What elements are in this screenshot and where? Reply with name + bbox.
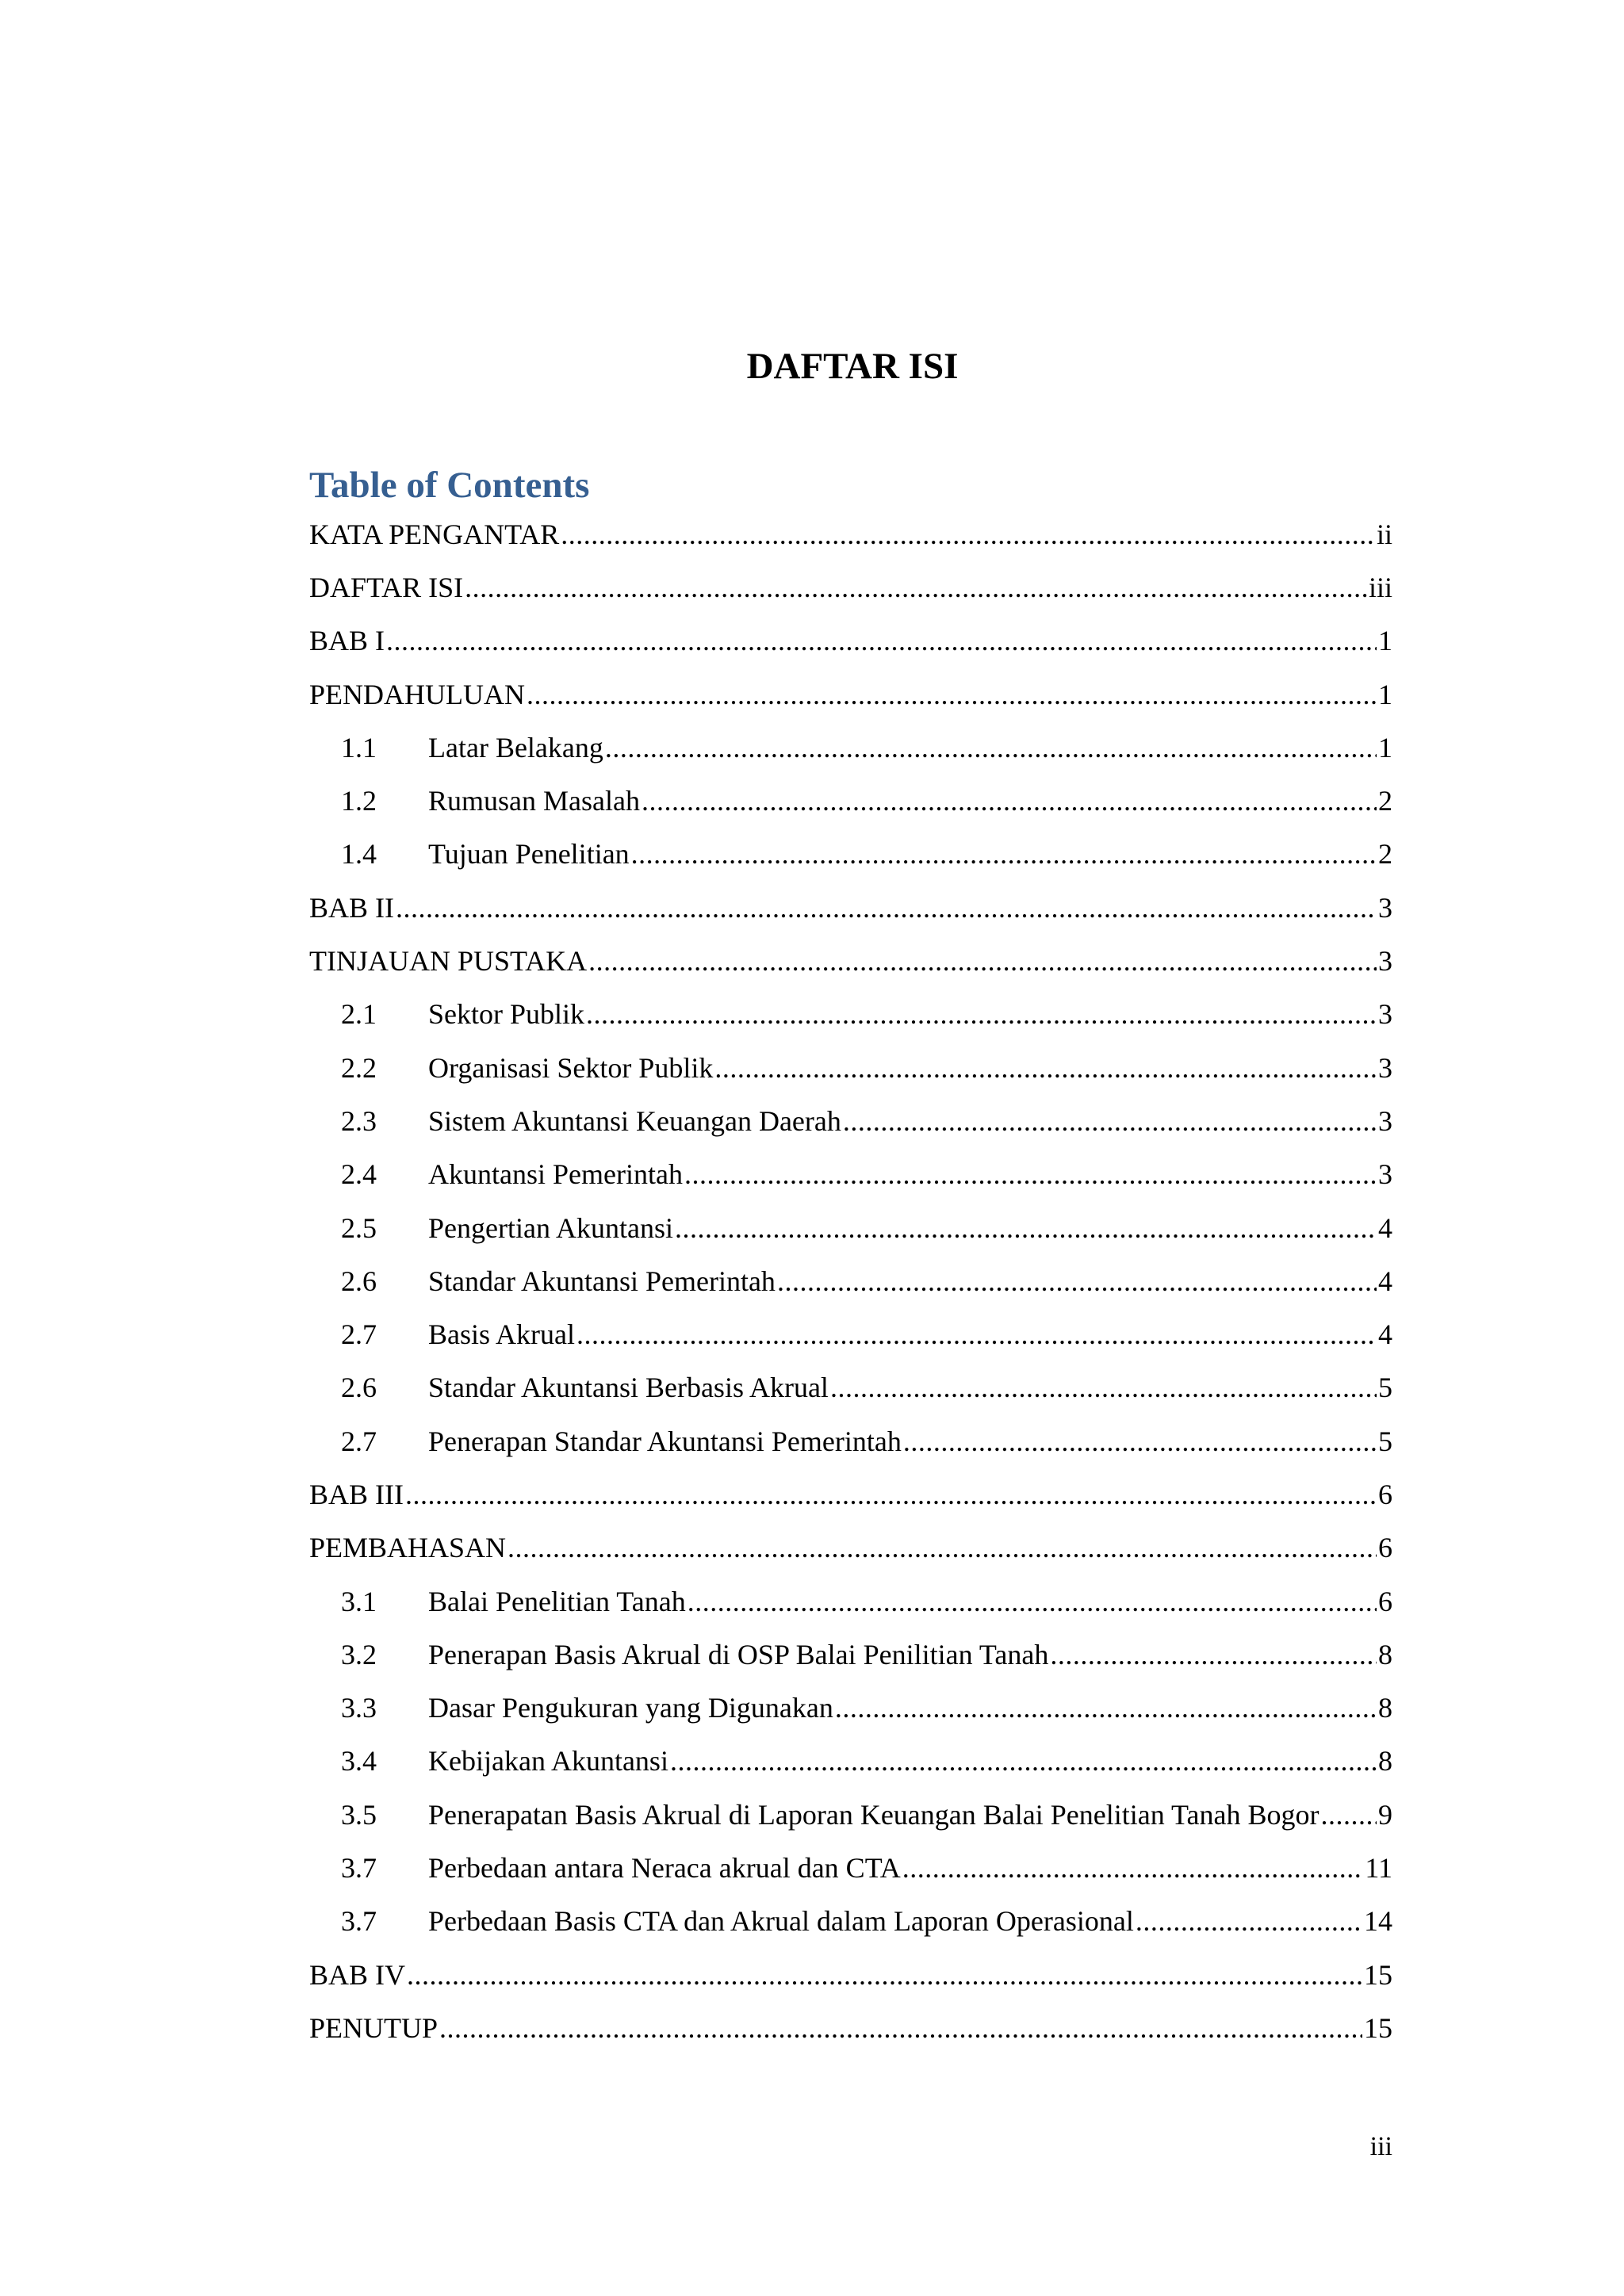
toc-dot-leader — [396, 891, 1377, 924]
toc-entry[interactable] — [309, 1521, 1392, 1575]
toc-dot-leader — [670, 1744, 1377, 1777]
toc-entry-number: 2.6 — [341, 1265, 377, 1297]
toc-entry-label: Latar Belakang — [428, 731, 603, 763]
toc-entry-number: 1.2 — [341, 785, 377, 817]
toc-entry-number: 1.4 — [341, 838, 377, 871]
toc-entry[interactable] — [309, 668, 1392, 721]
toc-entry[interactable] — [309, 1841, 1392, 1894]
toc-entry-page: 3 — [1378, 945, 1392, 978]
toc-entry-page: 8 — [1378, 1745, 1392, 1777]
toc-entry-label: Standar Akuntansi Pemerintah — [428, 1265, 776, 1297]
toc-entry-number: 3.4 — [341, 1745, 377, 1777]
toc-dot-leader — [675, 1211, 1377, 1245]
toc-entry-number: 3.3 — [341, 1692, 377, 1724]
toc-entry[interactable] — [309, 1788, 1392, 1841]
toc-entry-number: 1.1 — [341, 731, 377, 763]
toc-entry-label: Standar Akuntansi Berbasis Akrual — [428, 1372, 829, 1404]
toc-entry-page: 3 — [1378, 1158, 1392, 1191]
toc-entry-page: 5 — [1378, 1425, 1392, 1457]
toc-entry-page: 1 — [1378, 625, 1392, 657]
toc-entry[interactable] — [309, 614, 1392, 668]
toc-dot-leader — [1050, 1638, 1377, 1671]
toc-dot-leader — [588, 944, 1377, 978]
toc-entry-label: PEMBAHASAN — [309, 1532, 507, 1564]
toc-dot-leader — [605, 731, 1377, 764]
toc-entry-page: iii — [1368, 571, 1392, 603]
toc-entry[interactable] — [309, 1414, 1392, 1468]
toc-dot-leader — [642, 784, 1377, 817]
toc-dot-leader — [386, 624, 1377, 657]
toc-entry-page: 6 — [1378, 1585, 1392, 1617]
toc-entry-label: Organisasi Sektor Publik — [428, 1051, 714, 1084]
toc-entry-label: Basis Akrual — [428, 1318, 575, 1351]
toc-entry-page: 9 — [1378, 1798, 1392, 1831]
toc-entry-label: Sistem Akuntansi Keuangan Daerah — [428, 1104, 841, 1137]
toc-entry-label: TINJAUAN PUSTAKA — [309, 945, 588, 978]
toc-entry-label: Perbedaan antara Neraca akrual dan CTA — [428, 1852, 901, 1885]
toc-dot-leader — [631, 837, 1377, 871]
toc-dot-leader — [527, 678, 1377, 711]
toc-entry-label: Penerapan Basis Akrual di OSP Balai Penilitian Tanah — [428, 1638, 1049, 1670]
toc-dot-leader — [843, 1104, 1377, 1138]
toc-dot-leader — [1136, 1904, 1362, 1938]
toc-dot-leader — [688, 1585, 1377, 1618]
toc-entry-page: 8 — [1378, 1638, 1392, 1670]
toc-entry-page: 1 — [1378, 678, 1392, 710]
toc-entry-label: Dasar Pengukuran yang Digunakan — [428, 1692, 833, 1724]
toc-entry-page: 3 — [1378, 1051, 1392, 1084]
table-of-contents — [309, 507, 1392, 2055]
toc-entry-label: Balai Penelitian Tanah — [428, 1585, 686, 1617]
toc-entry-page: 15 — [1364, 1958, 1392, 1991]
toc-entry-label: BAB I — [309, 625, 385, 657]
toc-entry-page: 4 — [1378, 1318, 1392, 1351]
toc-entry-label: BAB III — [309, 1478, 404, 1510]
toc-entry[interactable] — [309, 1254, 1392, 1307]
toc-entry-page: 3 — [1378, 891, 1392, 924]
toc-entry-label: Sektor Publik — [428, 998, 585, 1031]
toc-entry[interactable] — [309, 1682, 1392, 1735]
toc-entry-number: 3.1 — [341, 1585, 377, 1617]
toc-entry[interactable] — [309, 1948, 1392, 2001]
toc-entry-label: KATA PENGANTAR — [309, 518, 560, 550]
toc-entry-page: ii — [1376, 518, 1392, 550]
toc-entry[interactable] — [309, 881, 1392, 934]
toc-entry-page: 8 — [1378, 1692, 1392, 1724]
toc-entry-label: Pengertian Akuntansi — [428, 1211, 673, 1244]
toc-entry-page: 6 — [1378, 1532, 1392, 1564]
toc-entry-page: 2 — [1378, 838, 1392, 871]
toc-entry-page: 1 — [1378, 731, 1392, 763]
toc-entry[interactable] — [309, 1895, 1392, 1948]
toc-entry-number: 2.7 — [341, 1318, 377, 1351]
page-title: DAFTAR ISI — [746, 346, 959, 387]
toc-entry-number: 3.7 — [341, 1852, 377, 1885]
toc-entry-number: 3.5 — [341, 1798, 377, 1831]
toc-entry-page: 4 — [1378, 1211, 1392, 1244]
toc-entry-label: PENUTUP — [309, 2011, 439, 2044]
toc-entry-label: Tujuan Penelitian — [428, 838, 630, 871]
toc-entry[interactable] — [309, 1041, 1392, 1094]
toc-entry-page: 2 — [1378, 785, 1392, 817]
toc-entry-number: 2.6 — [341, 1372, 377, 1404]
toc-dot-leader — [508, 1531, 1377, 1564]
toc-entry[interactable] — [309, 828, 1392, 881]
toc-dot-leader — [903, 1425, 1377, 1458]
toc-entry-page: 5 — [1378, 1372, 1392, 1404]
toc-entry-label: BAB II — [309, 891, 394, 924]
toc-entry[interactable] — [309, 774, 1392, 827]
toc-entry-number: 2.1 — [341, 998, 377, 1031]
toc-dot-leader — [684, 1158, 1377, 1191]
toc-entry-page: 4 — [1378, 1265, 1392, 1297]
toc-entry[interactable] — [309, 1307, 1392, 1360]
toc-heading: Table of Contents — [309, 465, 590, 506]
toc-entry[interactable] — [309, 988, 1392, 1041]
toc-entry[interactable] — [309, 1094, 1392, 1147]
toc-entry[interactable] — [309, 1735, 1392, 1788]
toc-entry-label: Rumusan Masalah — [428, 785, 640, 817]
toc-entry-number: 2.7 — [341, 1425, 377, 1457]
toc-entry-page: 3 — [1378, 998, 1392, 1031]
page-number: iii — [1369, 2132, 1392, 2161]
toc-entry-page: 15 — [1364, 2011, 1392, 2044]
toc-entry[interactable] — [309, 1575, 1392, 1628]
toc-dot-leader — [576, 1318, 1377, 1351]
toc-entry-label: PENDAHULUAN — [309, 678, 525, 710]
toc-entry[interactable] — [309, 1468, 1392, 1521]
toc-entry-number: 3.2 — [341, 1638, 377, 1670]
toc-entry-number: 3.7 — [341, 1905, 377, 1938]
toc-dot-leader — [405, 1478, 1377, 1511]
toc-dot-leader — [465, 571, 1367, 604]
toc-entry-number: 2.5 — [341, 1211, 377, 1244]
toc-entry[interactable] — [309, 1148, 1392, 1201]
toc-dot-leader — [586, 997, 1377, 1031]
toc-dot-leader — [1321, 1798, 1377, 1831]
toc-entry-label: BAB IV — [309, 1958, 406, 1991]
toc-entry[interactable] — [309, 721, 1392, 774]
toc-entry[interactable] — [309, 507, 1392, 561]
toc-entry-label: Penerapan Standar Akuntansi Pemerintah — [428, 1425, 902, 1457]
toc-dot-leader — [561, 518, 1375, 551]
toc-entry-number: 2.4 — [341, 1158, 377, 1191]
toc-entry-number: 2.3 — [341, 1104, 377, 1137]
toc-entry[interactable] — [309, 1628, 1392, 1681]
toc-entry[interactable] — [309, 1361, 1392, 1414]
toc-dot-leader — [777, 1265, 1377, 1298]
toc-entry-number: 2.2 — [341, 1051, 377, 1084]
toc-dot-leader — [714, 1051, 1377, 1085]
toc-dot-leader — [407, 1958, 1362, 1992]
toc-dot-leader — [830, 1371, 1377, 1404]
toc-dot-leader — [902, 1851, 1364, 1885]
toc-entry-label: DAFTAR ISI — [309, 571, 464, 603]
toc-entry[interactable] — [309, 1201, 1392, 1254]
toc-entry-label: Kebijakan Akuntansi — [428, 1745, 668, 1777]
toc-entry-page: 3 — [1378, 1104, 1392, 1137]
toc-entry[interactable] — [309, 561, 1392, 614]
toc-dot-leader — [439, 2011, 1362, 2045]
toc-entry-page: 11 — [1365, 1852, 1392, 1885]
toc-entry-page: 6 — [1378, 1478, 1392, 1510]
toc-dot-leader — [835, 1691, 1377, 1724]
toc-entry[interactable] — [309, 934, 1392, 987]
toc-entry-page: 14 — [1364, 1905, 1392, 1938]
toc-entry-label: Penerapatan Basis Akrual di Laporan Keuangan Balai Penelitian Tanah Bogor — [428, 1798, 1320, 1831]
toc-entry-label: Akuntansi Pemerintah — [428, 1158, 683, 1191]
toc-entry[interactable] — [309, 2001, 1392, 2054]
toc-entry-label: Perbedaan Basis CTA dan Akrual dalam Laporan Operasional — [428, 1905, 1134, 1938]
